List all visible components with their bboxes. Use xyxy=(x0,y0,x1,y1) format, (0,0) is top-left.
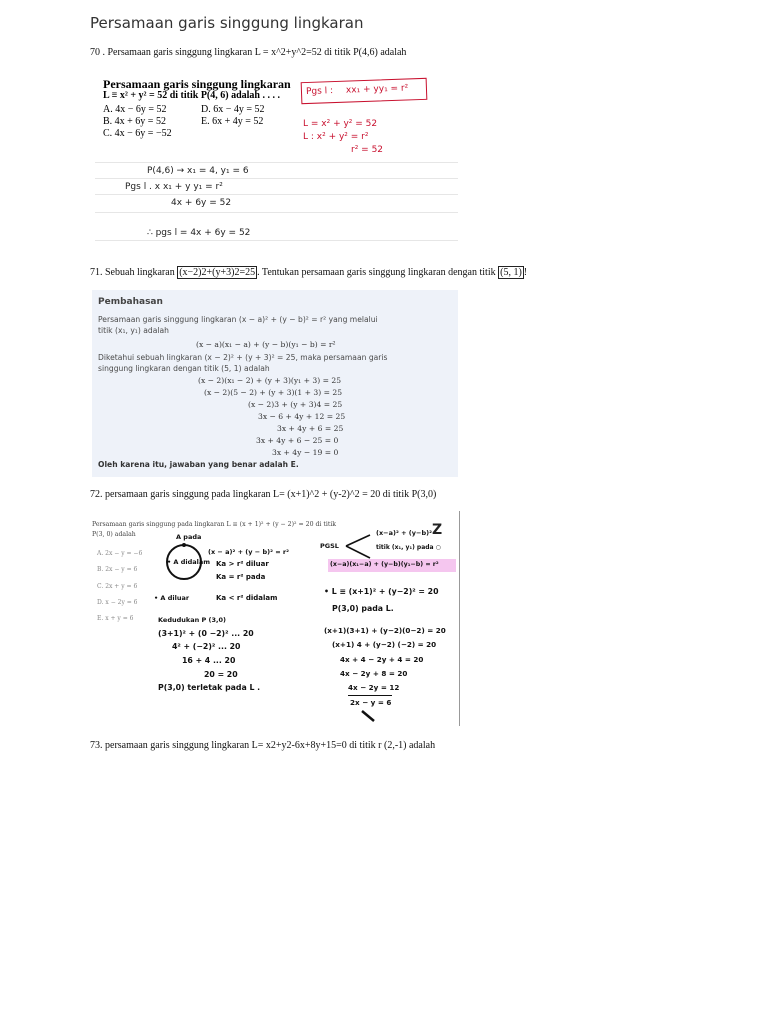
solution-panel-71 xyxy=(92,290,458,477)
formula-box-formula: xx₁ + yy₁ = r² xyxy=(345,83,409,96)
work-underline xyxy=(348,695,392,696)
question-73: 73. persamaan garis singgung lingkaran L= x2+y2-6x+8y+15=0 di titik r (2,-1) adalah xyxy=(90,740,436,751)
option-c: C. 2x + y = 6 xyxy=(97,583,138,590)
problem-title: Persamaan garis singgung lingkaran xyxy=(103,77,291,91)
solution-step-4: 3x − 6 + 4y + 12 = 25 xyxy=(258,412,346,421)
work-step-1: (x+1)(3+1) + (y−2)(0−2) = 20 xyxy=(324,626,446,635)
rule-pada: Ka = r² pada xyxy=(216,573,266,581)
solution-step-7: 3x + 4y − 19 = 0 xyxy=(272,448,339,457)
red-note-3: r² = 52 xyxy=(351,145,384,155)
question-71-prefix: 71. Sebuah lingkaran xyxy=(90,267,178,278)
kedudukan-heading: Kedudukan P (3,0) xyxy=(158,616,226,624)
formula-box-label: Pgs l : xyxy=(305,86,334,98)
problem-subtitle: L ≡ x² + y² = 52 di titik P(4, 6) adalah . . . . xyxy=(103,90,280,101)
question-70: 70 . Persamaan garis singgung lingkaran L = x^2+y^2=52 di titik P(4,6) adalah xyxy=(90,47,407,58)
question-71 xyxy=(90,267,527,278)
option-c: C. 4x − 6y = −52 xyxy=(103,128,172,139)
solution-heading: Pembahasan xyxy=(98,297,163,307)
kedudukan-conclusion: P(3,0) terletak pada L . xyxy=(158,683,261,692)
solution-image-70 xyxy=(95,70,458,248)
option-d: D. x − 2y = 6 xyxy=(97,599,138,606)
option-d: D. 6x − 4y = 52 xyxy=(201,104,265,115)
kedudukan-step-3: 16 + 4 ... 20 xyxy=(182,656,236,665)
formula-box xyxy=(301,78,428,104)
branch-point-condition: titik (x₁, y₁) pada ○ xyxy=(376,544,441,551)
option-e: E. 6x + 4y = 52 xyxy=(201,116,264,127)
solution-line-2: titik (x₁, y₁) adalah xyxy=(98,326,169,335)
kedudukan-step-2: 4² + (−2)² ... 20 xyxy=(172,642,241,651)
rule-didalam: Ka < r² didalam xyxy=(216,594,278,602)
work-step-5: 4x − 2y = 12 xyxy=(348,683,400,692)
work-final: 2x − y = 6 xyxy=(350,698,392,707)
option-a: A. 4x − 6y = 52 xyxy=(103,104,167,115)
question-71-suffix: ! xyxy=(523,267,528,278)
image-divider xyxy=(459,511,460,726)
pgsl-label: PGSL xyxy=(320,542,339,550)
pgsl-formula: (x−a)(x₁−a) + (y−b)(y₁−b) = r² xyxy=(330,561,439,568)
point-on-l: P(3,0) pada L. xyxy=(332,604,394,613)
handwritten-step-2: Pgs l . x x₁ + y y₁ = r² xyxy=(125,182,223,192)
rule-diluar: Ka > r² diluar xyxy=(216,560,269,568)
page-title: Persamaan garis singgung lingkaran xyxy=(90,14,364,32)
work-step-3: 4x + 4 − 2y + 4 = 20 xyxy=(340,655,424,664)
position-formula: (x − a)² + (y − b)² = r² xyxy=(208,548,289,556)
kedudukan-step-4: 20 = 20 xyxy=(204,670,238,679)
solution-step-3: (x − 2)3 + (y + 3)4 = 25 xyxy=(248,400,343,409)
handwritten-step-1: P(4,6) → x₁ = 4, y₁ = 6 xyxy=(147,166,249,176)
solution-formula: (x − a)(x₁ − a) + (y − b)(y₁ − b) = r² xyxy=(196,340,336,349)
branch-arrows xyxy=(344,532,374,562)
problem-text-1: Persamaan garis singgung pada lingkaran L ≡ (x + 1)² + (y − 2)² = 20 di titik xyxy=(92,521,337,528)
option-b: B. 2x − y = 6 xyxy=(97,566,138,573)
question-71-middle: . Tentukan persamaan garis singgung lingkaran dengan titik xyxy=(257,267,499,278)
solution-step-2: (x − 2)(5 − 2) + (y + 3)(1 + 3) = 25 xyxy=(204,388,343,397)
option-a: A. 2x − y = −6 xyxy=(97,550,143,557)
red-note-1: L = x² + y² = 52 xyxy=(303,119,378,129)
solution-conclusion: Oleh karena itu, jawaban yang benar adalah E. xyxy=(98,460,299,469)
label-diluar: • A diluar xyxy=(154,594,190,602)
branch-formula: (x−a)² + (y−b)² xyxy=(376,529,432,537)
work-step-2: (x+1) 4 + (y−2) (−2) = 20 xyxy=(332,640,437,649)
solution-step-1: (x − 2)(x₁ − 2) + (y + 3)(y₁ + 3) = 25 xyxy=(198,376,342,385)
question-72: 72. persamaan garis singgung pada lingkaran L= (x+1)^2 + (y-2)^2 = 20 di titik P(3,0) xyxy=(90,489,437,500)
point-box: (5, 1) xyxy=(500,267,522,278)
option-e: E. x + y = 6 xyxy=(97,615,134,622)
z-logo-icon: Z xyxy=(432,522,443,538)
solution-image-72 xyxy=(92,510,460,726)
solution-line-1: Persamaan garis singgung lingkaran (x − a)² + (y − b)² = r² yang melalui xyxy=(98,315,378,324)
handwritten-conclusion: ∴ pgs l = 4x + 6y = 52 xyxy=(147,228,251,238)
option-b: B. 4x + 6y = 52 xyxy=(103,116,166,127)
handwritten-step-3: 4x + 6y = 52 xyxy=(171,198,232,208)
solution-line-5: singgung lingkaran dengan titik (5, 1) adalah xyxy=(98,364,270,373)
circle-l-equation: • L ≡ (x+1)² + (y−2)² = 20 xyxy=(324,587,439,596)
label-didalam: • A didalam xyxy=(167,558,211,566)
problem-text-2: P(3, 0) adalah xyxy=(92,531,136,538)
label-pada: A pada xyxy=(176,533,202,541)
red-note-2: L : x² + y² = r² xyxy=(303,132,369,142)
solution-step-6: 3x + 4y + 6 − 25 = 0 xyxy=(256,436,339,445)
circle-equation-box: (x−2)2+(y+3)2=25 xyxy=(179,267,256,278)
solution-line-4: Diketahui sebuah lingkaran (x − 2)² + (y + 3)² = 25, maka persamaan garis xyxy=(98,353,388,362)
check-mark-icon xyxy=(360,709,378,723)
work-step-4: 4x − 2y + 8 = 20 xyxy=(340,669,408,678)
kedudukan-step-1: (3+1)² + (0 −2)² ... 20 xyxy=(158,629,254,638)
solution-step-5: 3x + 4y + 6 = 25 xyxy=(277,424,344,433)
